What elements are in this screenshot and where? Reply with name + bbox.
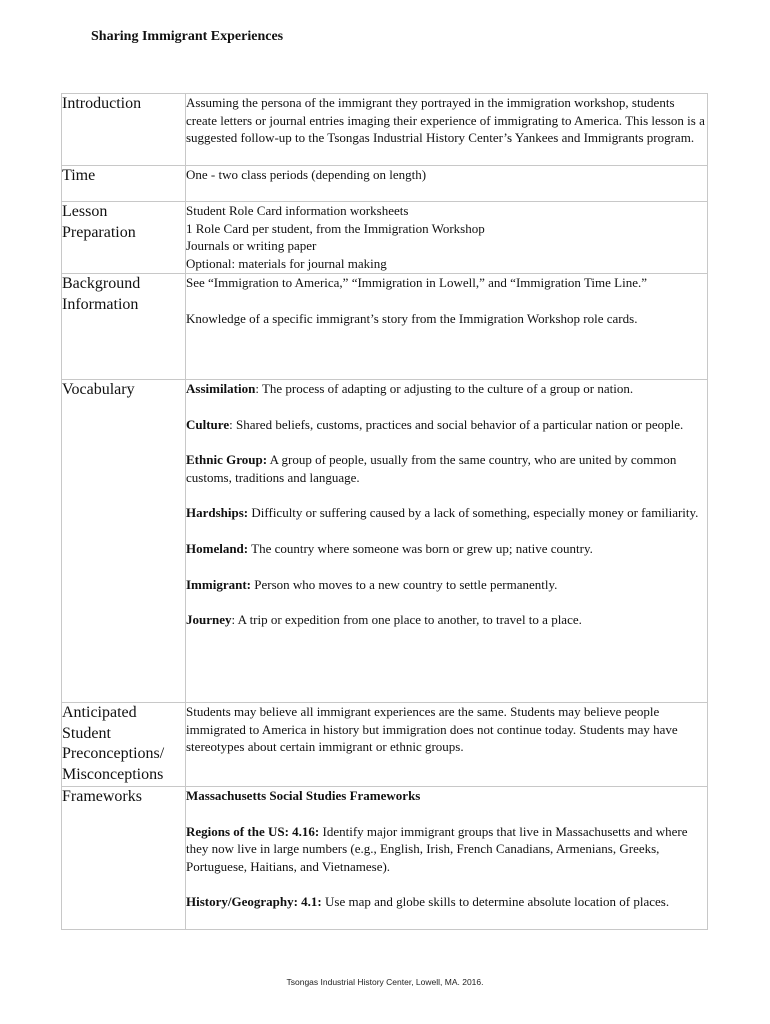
document-title: Sharing Immigrant Experiences: [91, 29, 284, 44]
introduction-text: [186, 94, 708, 166]
background-text: [186, 274, 708, 380]
vocabulary-term: Ethnic Group:: [186, 452, 268, 468]
introduction-paragraph: Assuming the persona of the immigrant they portrayed in the immigration workshop, students create letters or journal entries imaging their experience of immigrating to America. This lesson is a suggested follow-up to the Tsongas Industrial History Center’s Yankees and Immigrants program.: [186, 95, 705, 146]
framework-entry: [186, 823, 707, 876]
list-item: 1 Role Card per student, from the Immigration Workshop: [186, 220, 485, 236]
vocabulary-term: Immigrant:: [186, 576, 251, 592]
vocabulary-definition: Difficulty or suffering caused by a lack of something, especially money or familiarity.: [248, 505, 699, 521]
vocabulary-entry: [186, 504, 707, 522]
lesson-plan-table: [61, 93, 708, 930]
vocabulary-entry: [186, 540, 707, 558]
row-label: Time: [62, 166, 186, 202]
row-label: Anticipated Student Preconceptions/ Misconceptions: [62, 703, 186, 787]
list-item: Journals or writing paper: [186, 238, 317, 254]
vocabulary-list: [186, 380, 708, 703]
vocabulary-definition: Person who moves to a new country to settle permanently.: [251, 576, 558, 592]
row-label: Background Information: [62, 274, 186, 380]
table-row-preconceptions: [62, 703, 708, 787]
frameworks-text: [186, 787, 708, 930]
preconceptions-text: [186, 703, 708, 787]
table-row-frameworks: [62, 787, 708, 930]
frameworks-heading: Massachusetts Social Studies Frameworks: [186, 788, 421, 803]
table-row-introduction: [62, 94, 708, 166]
table-row-time: [62, 166, 708, 202]
table-row-lesson-preparation: [62, 202, 708, 274]
background-paragraph: Knowledge of a specific immigrant’s story from the Immigration Workshop role cards.: [186, 310, 638, 326]
row-label: Frameworks: [62, 787, 186, 930]
vocabulary-entry: [186, 451, 707, 486]
time-text: [186, 166, 708, 202]
table-row-background: [62, 274, 708, 380]
row-label: Vocabulary: [62, 380, 186, 703]
page-footer: Tsongas Industrial History Center, Lowell, MA. 2016.: [286, 977, 484, 987]
framework-standard: Regions of the US: 4.16:: [186, 823, 320, 839]
vocabulary-definition: : A trip or expedition from one place to another, to travel to a place.: [231, 612, 582, 628]
vocabulary-term: Journey: [186, 612, 232, 628]
vocabulary-entry: [186, 576, 707, 594]
time-paragraph: One - two class periods (depending on length): [186, 167, 427, 182]
vocabulary-entry: [186, 380, 707, 398]
framework-standard: History/Geography: 4.1:: [186, 894, 322, 910]
framework-entry: [186, 893, 707, 911]
vocabulary-term: Homeland:: [186, 540, 249, 556]
framework-description: Use map and globe skills to determine absolute location of places.: [321, 894, 670, 910]
vocabulary-term: Culture: [186, 416, 230, 432]
table-row-vocabulary: [62, 380, 708, 703]
lesson-preparation-list: [186, 202, 708, 274]
vocabulary-definition: The country where someone was born or grew up; native country.: [248, 540, 593, 556]
vocabulary-definition: : The process of adapting or adjusting to the culture of a group or nation.: [255, 381, 634, 396]
vocabulary-definition: A group of people, usually from the same country, who are united by common customs, traditions and language.: [186, 452, 677, 485]
row-label: Introduction: [62, 94, 186, 166]
framework-description: Identify major immigrant groups that live in Massachusetts and where they now live in large numbers (e.g., English, Irish, French Canadians, Armenians, Greeks, Portuguese, Haitians, and Vietnamese).: [186, 823, 688, 874]
row-label: Lesson Preparation: [62, 202, 186, 274]
background-paragraph: See “Immigration to America,” “Immigration in Lowell,” and “Immigration Time Line.”: [186, 275, 648, 290]
preconceptions-paragraph: Students may believe all immigrant experiences are the same. Students may believe people immigrated to America in history but immigration does not continue today. Students may have stereotypes about certain immigrant or ethnic groups.: [186, 704, 678, 755]
vocabulary-term: Hardships:: [186, 505, 249, 521]
vocabulary-term: Assimilation: [186, 381, 256, 396]
vocabulary-definition: : Shared beliefs, customs, practices and social behavior of a particular nation or people.: [229, 416, 684, 432]
list-item: Student Role Card information worksheets: [186, 203, 409, 218]
list-item: Optional: materials for journal making: [186, 255, 387, 271]
vocabulary-entry: [186, 611, 707, 629]
vocabulary-entry: [186, 416, 707, 434]
